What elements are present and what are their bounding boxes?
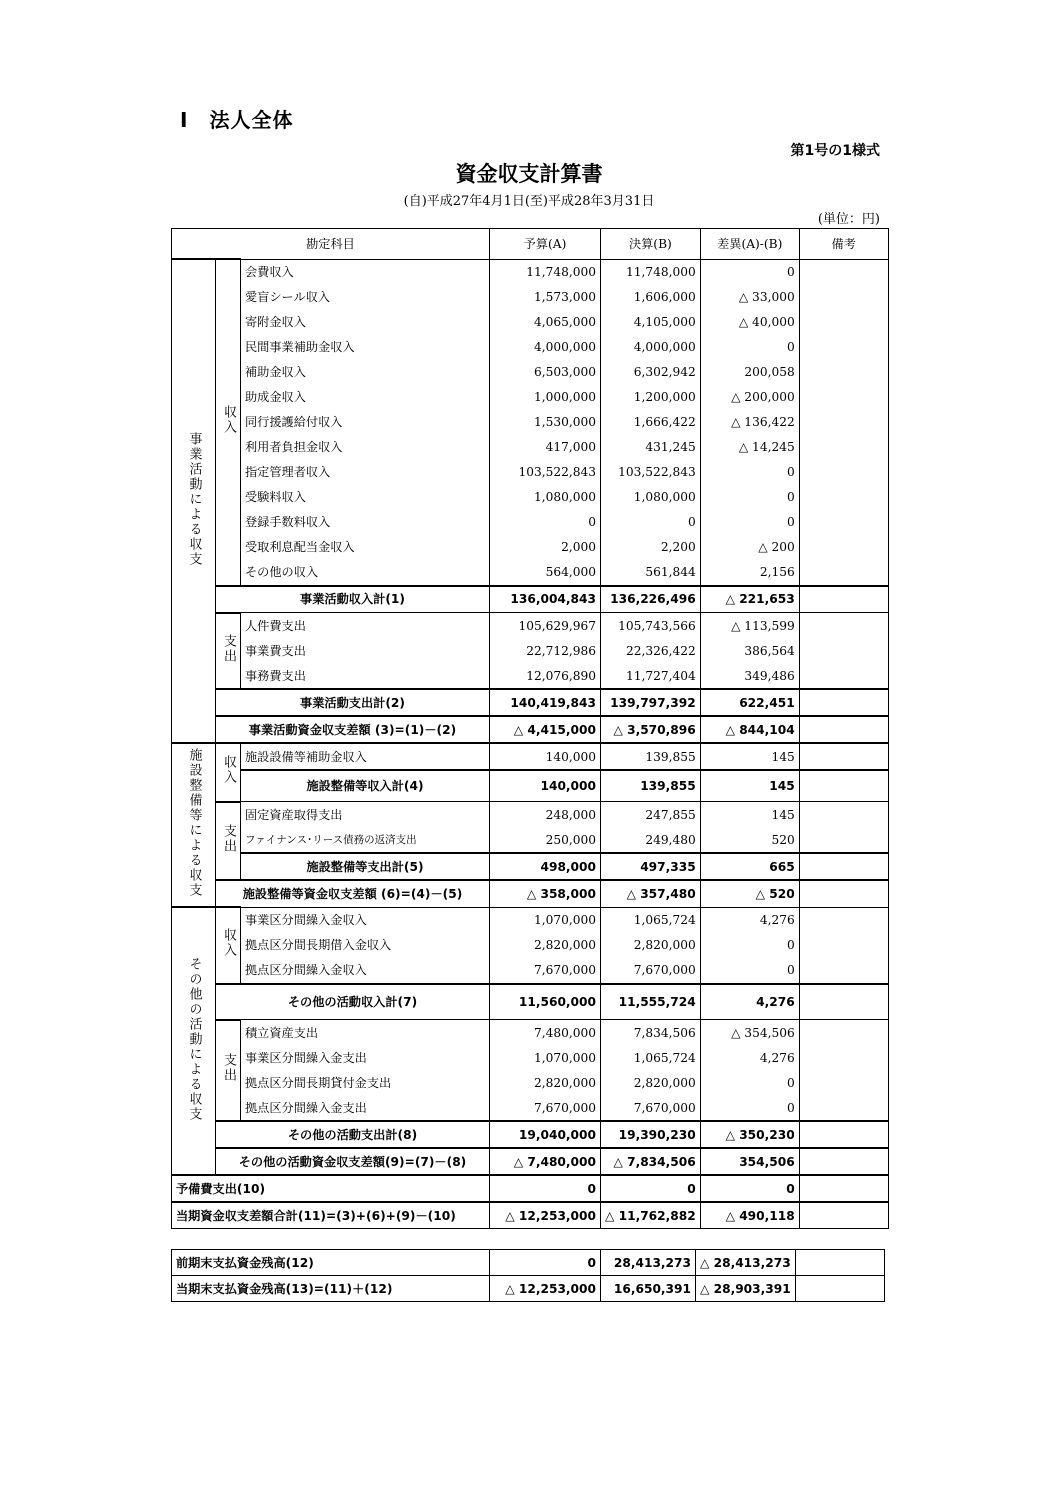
diff-value: △ 221,653 bbox=[700, 586, 799, 613]
budget-value: 6,503,000 bbox=[490, 360, 601, 385]
budget-value: 4,065,000 bbox=[490, 310, 601, 335]
diff-value: 0 bbox=[700, 933, 799, 958]
table-row bbox=[172, 933, 889, 958]
item-name: 事務費支出 bbox=[241, 663, 490, 689]
net-label: その他の活動資金収支差額(9)=(7)－(8) bbox=[216, 1148, 490, 1175]
actual-value: 105,743,566 bbox=[601, 613, 701, 639]
budget-value: 19,040,000 bbox=[490, 1121, 601, 1148]
subtotal-label: その他の活動支出計(8) bbox=[216, 1121, 490, 1148]
item-name: 民間事業補助金収入 bbox=[241, 335, 490, 360]
diff-value: 0 bbox=[700, 958, 799, 984]
subgroup-other-income: 収入 bbox=[216, 907, 241, 984]
budget-value: 103,522,843 bbox=[490, 460, 601, 485]
budget-value: 22,712,986 bbox=[490, 638, 601, 663]
actual-value: △ 11,762,882 bbox=[601, 1202, 701, 1229]
actual-value: 497,335 bbox=[601, 853, 701, 880]
table-row bbox=[172, 827, 889, 853]
budget-value: 250,000 bbox=[490, 827, 601, 853]
reserve-label: 予備費支出(10) bbox=[172, 1175, 490, 1202]
subgroup-business-expense: 支出 bbox=[216, 613, 241, 690]
diff-value: 145 bbox=[700, 770, 799, 802]
diff-value: 0 bbox=[700, 460, 799, 485]
remarks-cell bbox=[799, 802, 888, 828]
actual-value: 28,413,273 bbox=[601, 1250, 696, 1276]
remarks-cell bbox=[799, 310, 888, 335]
remarks-cell bbox=[799, 827, 888, 853]
actual-value: 11,555,724 bbox=[601, 984, 701, 1020]
unit-label: (単位：円) bbox=[817, 212, 880, 227]
budget-value: 4,000,000 bbox=[490, 335, 601, 360]
actual-value: 2,820,000 bbox=[601, 933, 701, 958]
cash-flow-table bbox=[171, 228, 889, 1229]
table-row bbox=[172, 1070, 889, 1095]
subtotal-label: 施設整備等支出計(5) bbox=[241, 853, 490, 880]
actual-value: 103,522,843 bbox=[601, 460, 701, 485]
diff-value: 665 bbox=[700, 853, 799, 880]
subgroup-business-income: 収入 bbox=[216, 259, 241, 586]
diff-value: 0 bbox=[700, 510, 799, 535]
remarks-cell bbox=[799, 1020, 888, 1046]
diff-value: △ 33,000 bbox=[700, 285, 799, 310]
budget-value: 417,000 bbox=[490, 435, 601, 460]
remarks-cell bbox=[799, 1121, 888, 1148]
item-name: 受取利息配当金収入 bbox=[241, 535, 490, 560]
actual-value: 0 bbox=[601, 1175, 701, 1202]
table-row bbox=[172, 560, 889, 586]
section-heading: Ⅰ 法人全体 bbox=[180, 108, 294, 132]
budget-value: 2,820,000 bbox=[490, 933, 601, 958]
prior-balance-row bbox=[172, 1250, 885, 1276]
remarks-cell bbox=[799, 259, 888, 285]
budget-value: 105,629,967 bbox=[490, 613, 601, 639]
diff-value: △ 28,413,273 bbox=[696, 1250, 796, 1276]
budget-value: 1,070,000 bbox=[490, 1045, 601, 1070]
remarks-cell bbox=[799, 1202, 888, 1229]
remarks-cell bbox=[799, 385, 888, 410]
table-row bbox=[172, 410, 889, 435]
remarks-cell bbox=[799, 853, 888, 880]
subtotal-row bbox=[172, 1121, 889, 1148]
budget-value: 1,070,000 bbox=[490, 907, 601, 933]
remarks-cell bbox=[799, 1095, 888, 1121]
actual-value: 0 bbox=[601, 510, 701, 535]
budget-value: 140,419,843 bbox=[490, 689, 601, 716]
diff-value: 200,058 bbox=[700, 360, 799, 385]
remarks-cell bbox=[799, 958, 888, 984]
actual-value: 247,855 bbox=[601, 802, 701, 828]
item-name: 拠点区分間長期借入金収入 bbox=[241, 933, 490, 958]
remarks-cell bbox=[799, 933, 888, 958]
diff-value: △ 200 bbox=[700, 535, 799, 560]
group-business: 事業活動による収支 bbox=[172, 259, 216, 743]
item-name: 愛盲シール収入 bbox=[241, 285, 490, 310]
subtotal-row bbox=[172, 586, 889, 613]
actual-value: 11,727,404 bbox=[601, 663, 701, 689]
diff-value: 0 bbox=[700, 485, 799, 510]
budget-value: 11,748,000 bbox=[490, 259, 601, 285]
table-row bbox=[172, 1095, 889, 1121]
diff-value: 0 bbox=[700, 1095, 799, 1121]
subtotal-row bbox=[172, 984, 889, 1020]
diff-value: 0 bbox=[700, 335, 799, 360]
remarks-cell bbox=[795, 1276, 884, 1302]
period-total-row bbox=[172, 1202, 889, 1229]
item-name: その他の収入 bbox=[241, 560, 490, 586]
table-row bbox=[172, 460, 889, 485]
form-number: 第1号の1様式 bbox=[790, 143, 880, 159]
budget-value: 140,000 bbox=[490, 770, 601, 802]
table-row bbox=[172, 335, 889, 360]
subgroup-facility-expense: 支出 bbox=[216, 802, 241, 881]
table-row bbox=[172, 435, 889, 460]
budget-value: 1,530,000 bbox=[490, 410, 601, 435]
budget-value: 7,670,000 bbox=[490, 1095, 601, 1121]
budget-value: 248,000 bbox=[490, 802, 601, 828]
remarks-cell bbox=[799, 907, 888, 933]
remarks-cell bbox=[799, 638, 888, 663]
item-name: 指定管理者収入 bbox=[241, 460, 490, 485]
remarks-cell bbox=[799, 586, 888, 613]
budget-value: 0 bbox=[490, 510, 601, 535]
remarks-cell bbox=[799, 880, 888, 907]
budget-value: 7,670,000 bbox=[490, 958, 601, 984]
remarks-cell bbox=[799, 560, 888, 586]
item-name: 事業区分間繰入金支出 bbox=[241, 1045, 490, 1070]
budget-value: 2,000 bbox=[490, 535, 601, 560]
subtotal-label: その他の活動収入計(7) bbox=[216, 984, 490, 1020]
header-row bbox=[172, 229, 889, 260]
subgroup-facility-income: 収入 bbox=[216, 743, 241, 802]
actual-value: △ 3,570,896 bbox=[601, 716, 701, 743]
net-label: 事業活動資金収支差額 (3)=(1)－(2) bbox=[216, 716, 490, 743]
table-row bbox=[172, 360, 889, 385]
actual-value: 1,666,422 bbox=[601, 410, 701, 435]
diff-value: 4,276 bbox=[700, 1045, 799, 1070]
budget-value: 1,000,000 bbox=[490, 385, 601, 410]
diff-value: 349,486 bbox=[700, 663, 799, 689]
item-name: 拠点区分間繰入金支出 bbox=[241, 1095, 490, 1121]
group-other: その他の活動による収支 bbox=[172, 907, 216, 1175]
header-diff: 差異(A)-(B) bbox=[700, 229, 799, 260]
diff-value: △ 136,422 bbox=[700, 410, 799, 435]
subgroup-other-expense: 支出 bbox=[216, 1020, 241, 1122]
item-name: 拠点区分間繰入金収入 bbox=[241, 958, 490, 984]
budget-value: 564,000 bbox=[490, 560, 601, 586]
subtotal-row bbox=[172, 770, 889, 802]
actual-value: 2,820,000 bbox=[601, 1070, 701, 1095]
table-row bbox=[172, 743, 889, 770]
subtotal-label: 事業活動支出計(2) bbox=[216, 689, 490, 716]
actual-value: 19,390,230 bbox=[601, 1121, 701, 1148]
actual-value: △ 7,834,506 bbox=[601, 1148, 701, 1175]
actual-value: 1,080,000 bbox=[601, 485, 701, 510]
remarks-cell bbox=[799, 1070, 888, 1095]
item-name: 拠点区分間長期貸付金支出 bbox=[241, 1070, 490, 1095]
header-budget: 予算(A) bbox=[490, 229, 601, 260]
item-name: 助成金収入 bbox=[241, 385, 490, 410]
fiscal-period: (自)平成27年4月1日(至)平成28年3月31日 bbox=[403, 194, 655, 209]
remarks-cell bbox=[799, 410, 888, 435]
actual-value: 1,200,000 bbox=[601, 385, 701, 410]
actual-value: 561,844 bbox=[601, 560, 701, 586]
table-row bbox=[172, 485, 889, 510]
item-name: 寄附金収入 bbox=[241, 310, 490, 335]
actual-value: 6,302,942 bbox=[601, 360, 701, 385]
remarks-cell bbox=[799, 285, 888, 310]
remarks-cell bbox=[799, 770, 888, 802]
actual-value: 16,650,391 bbox=[601, 1276, 696, 1302]
prior-balance-label: 前期末支払資金残高(12) bbox=[172, 1250, 490, 1276]
budget-value: △ 12,253,000 bbox=[490, 1202, 601, 1229]
remarks-cell bbox=[799, 1148, 888, 1175]
remarks-cell bbox=[799, 1175, 888, 1202]
actual-value: 431,245 bbox=[601, 435, 701, 460]
remarks-cell bbox=[799, 485, 888, 510]
table-row bbox=[172, 310, 889, 335]
item-name: 事業区分間繰入金収入 bbox=[241, 907, 490, 933]
table-row bbox=[172, 510, 889, 535]
actual-value: 1,606,000 bbox=[601, 285, 701, 310]
diff-value: 4,276 bbox=[700, 984, 799, 1020]
table-row bbox=[172, 663, 889, 689]
subtotal-label: 事業活動収入計(1) bbox=[216, 586, 490, 613]
remarks-cell bbox=[799, 716, 888, 743]
table-row bbox=[172, 958, 889, 984]
table-row bbox=[172, 259, 889, 285]
actual-value: 136,226,496 bbox=[601, 586, 701, 613]
item-name: 登録手数料収入 bbox=[241, 510, 490, 535]
net-row bbox=[172, 1148, 889, 1175]
diff-value: 354,506 bbox=[700, 1148, 799, 1175]
diff-value: 520 bbox=[700, 827, 799, 853]
remarks-cell bbox=[799, 335, 888, 360]
actual-value: 7,670,000 bbox=[601, 1095, 701, 1121]
diff-value: △ 350,230 bbox=[700, 1121, 799, 1148]
actual-value: 4,105,000 bbox=[601, 310, 701, 335]
budget-value: 136,004,843 bbox=[490, 586, 601, 613]
actual-value: 139,855 bbox=[601, 743, 701, 770]
item-name: 固定資産取得支出 bbox=[241, 802, 490, 828]
budget-value: 140,000 bbox=[490, 743, 601, 770]
net-row bbox=[172, 880, 889, 907]
diff-value: △ 844,104 bbox=[700, 716, 799, 743]
remarks-cell bbox=[799, 435, 888, 460]
remarks-cell bbox=[799, 743, 888, 770]
item-name: 同行援護給付収入 bbox=[241, 410, 490, 435]
diff-value: △ 28,903,391 bbox=[696, 1276, 796, 1302]
diff-value: 0 bbox=[700, 1070, 799, 1095]
item-name: 補助金収入 bbox=[241, 360, 490, 385]
item-name: 積立資産支出 bbox=[241, 1020, 490, 1046]
actual-value: △ 357,480 bbox=[601, 880, 701, 907]
budget-value: 12,076,890 bbox=[490, 663, 601, 689]
remarks-cell bbox=[795, 1250, 884, 1276]
actual-value: 4,000,000 bbox=[601, 335, 701, 360]
table-row bbox=[172, 638, 889, 663]
current-balance-label: 当期末支払資金残高(13)=(11)＋(12) bbox=[172, 1276, 490, 1302]
diff-value: △ 354,506 bbox=[700, 1020, 799, 1046]
budget-value: 7,480,000 bbox=[490, 1020, 601, 1046]
budget-value: 2,820,000 bbox=[490, 1070, 601, 1095]
net-label: 施設整備等資金収支差額 (6)=(4)－(5) bbox=[216, 880, 490, 907]
remarks-cell bbox=[799, 613, 888, 639]
table-row bbox=[172, 385, 889, 410]
document-title: 資金収支計算書 bbox=[455, 162, 603, 186]
table-row bbox=[172, 613, 889, 639]
diff-value: 145 bbox=[700, 743, 799, 770]
table-row bbox=[172, 1045, 889, 1070]
reserve-row bbox=[172, 1175, 889, 1202]
remarks-cell bbox=[799, 535, 888, 560]
actual-value: 22,326,422 bbox=[601, 638, 701, 663]
item-name: 利用者負担金収入 bbox=[241, 435, 490, 460]
remarks-cell bbox=[799, 663, 888, 689]
budget-value: △ 358,000 bbox=[490, 880, 601, 907]
group-facility: 施設整備等による収支 bbox=[172, 743, 216, 907]
remarks-cell bbox=[799, 1045, 888, 1070]
net-row bbox=[172, 716, 889, 743]
balance-table bbox=[171, 1249, 885, 1302]
budget-value: 1,080,000 bbox=[490, 485, 601, 510]
remarks-cell bbox=[799, 984, 888, 1020]
diff-value: △ 40,000 bbox=[700, 310, 799, 335]
item-name: 事業費支出 bbox=[241, 638, 490, 663]
table-row bbox=[172, 285, 889, 310]
table-row bbox=[172, 907, 889, 933]
budget-value: 1,573,000 bbox=[490, 285, 601, 310]
diff-value: △ 14,245 bbox=[700, 435, 799, 460]
remarks-cell bbox=[799, 689, 888, 716]
actual-value: 11,748,000 bbox=[601, 259, 701, 285]
actual-value: 139,855 bbox=[601, 770, 701, 802]
actual-value: 7,834,506 bbox=[601, 1020, 701, 1046]
item-name: 受験料収入 bbox=[241, 485, 490, 510]
current-balance-row bbox=[172, 1276, 885, 1302]
budget-value: 0 bbox=[490, 1175, 601, 1202]
diff-value: 0 bbox=[700, 259, 799, 285]
header-actual: 決算(B) bbox=[601, 229, 701, 260]
diff-value: △ 113,599 bbox=[700, 613, 799, 639]
budget-value: 11,560,000 bbox=[490, 984, 601, 1020]
item-name: ファイナンス･リース債務の返済支出 bbox=[241, 827, 490, 853]
actual-value: 249,480 bbox=[601, 827, 701, 853]
budget-value: △ 7,480,000 bbox=[490, 1148, 601, 1175]
actual-value: 1,065,724 bbox=[601, 1045, 701, 1070]
budget-value: △ 12,253,000 bbox=[490, 1276, 601, 1302]
header-remarks: 備考 bbox=[799, 229, 888, 260]
item-name: 人件費支出 bbox=[241, 613, 490, 639]
item-name: 施設設備等補助金収入 bbox=[241, 743, 490, 770]
diff-value: △ 200,000 bbox=[700, 385, 799, 410]
budget-value: 498,000 bbox=[490, 853, 601, 880]
diff-value: 145 bbox=[700, 802, 799, 828]
diff-value: 622,451 bbox=[700, 689, 799, 716]
diff-value: △ 520 bbox=[700, 880, 799, 907]
subtotal-row bbox=[172, 853, 889, 880]
budget-value: 0 bbox=[490, 1250, 601, 1276]
table-row bbox=[172, 535, 889, 560]
actual-value: 1,065,724 bbox=[601, 907, 701, 933]
remarks-cell bbox=[799, 360, 888, 385]
actual-value: 7,670,000 bbox=[601, 958, 701, 984]
diff-value: 2,156 bbox=[700, 560, 799, 586]
actual-value: 2,200 bbox=[601, 535, 701, 560]
table-row bbox=[172, 1020, 889, 1046]
remarks-cell bbox=[799, 460, 888, 485]
header-item: 勘定科目 bbox=[172, 229, 490, 260]
diff-value: 0 bbox=[700, 1175, 799, 1202]
subtotal-label: 施設整備等収入計(4) bbox=[241, 770, 490, 802]
diff-value: 386,564 bbox=[700, 638, 799, 663]
actual-value: 139,797,392 bbox=[601, 689, 701, 716]
table-row bbox=[172, 802, 889, 828]
budget-value: △ 4,415,000 bbox=[490, 716, 601, 743]
item-name: 会費収入 bbox=[241, 259, 490, 285]
diff-value: △ 490,118 bbox=[700, 1202, 799, 1229]
remarks-cell bbox=[799, 510, 888, 535]
diff-value: 4,276 bbox=[700, 907, 799, 933]
period-total-label: 当期資金収支差額合計(11)=(3)+(6)+(9)－(10) bbox=[172, 1202, 490, 1229]
subtotal-row bbox=[172, 689, 889, 716]
